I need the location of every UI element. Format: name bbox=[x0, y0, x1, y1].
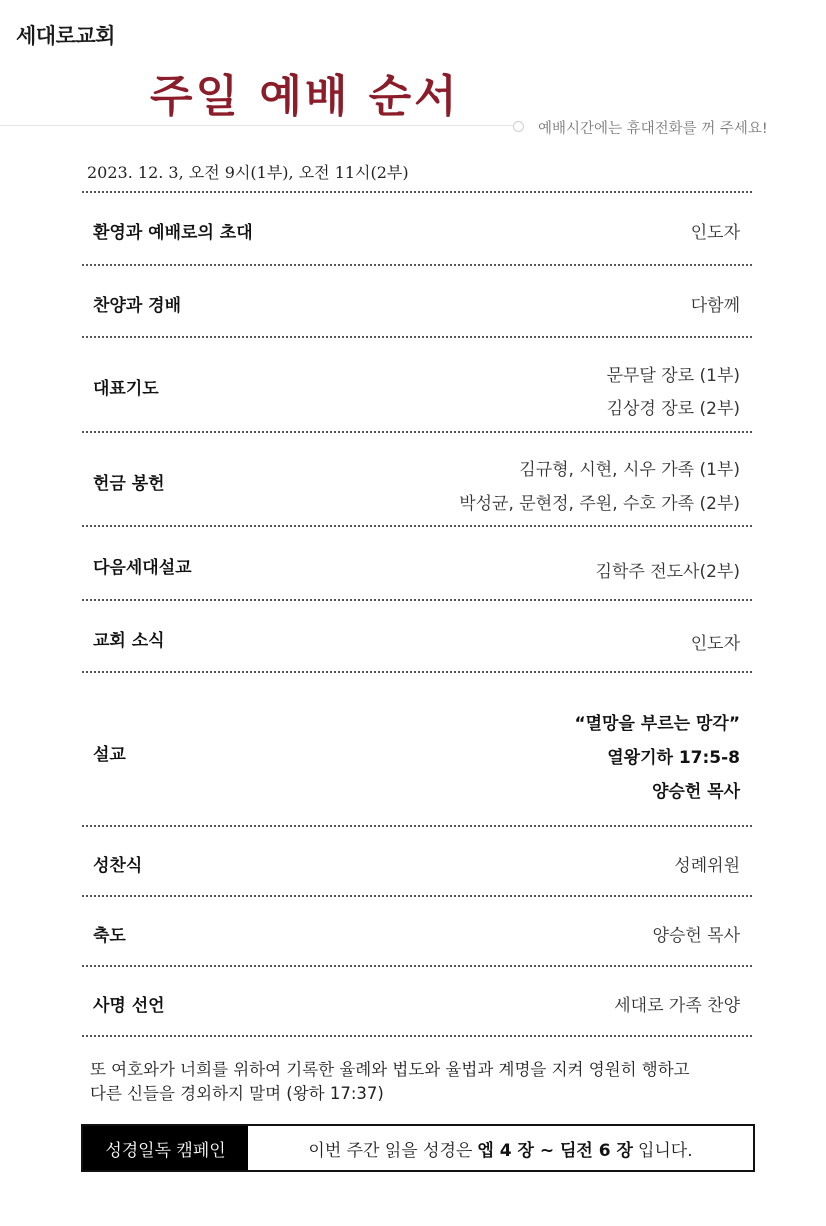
campaign-highlight: 엡 4 장 ~ 딤전 6 장 bbox=[477, 1140, 633, 1161]
header-divider bbox=[0, 125, 515, 126]
dotted-divider bbox=[82, 1035, 752, 1037]
sermon-scripture: 열왕기하 17:5-8 bbox=[607, 748, 740, 768]
order-value-benediction: 양승헌 목사 bbox=[652, 926, 740, 946]
scripture-verse bbox=[90, 1058, 760, 1106]
sermon-title: “멸망을 부르는 망각” bbox=[574, 714, 740, 734]
dotted-divider bbox=[82, 599, 752, 601]
order-value-offering-1: 김규형, 시현, 시우 가족 (1부) bbox=[519, 460, 740, 480]
dotted-divider bbox=[82, 965, 752, 967]
dotted-divider bbox=[82, 825, 752, 827]
dotted-divider bbox=[82, 431, 752, 433]
order-label-welcome: 환영과 예배로의 초대 bbox=[93, 223, 253, 243]
order-label-prayer: 대표기도 bbox=[93, 379, 159, 399]
order-label-next-gen-sermon: 다음세대설교 bbox=[93, 558, 192, 578]
campaign-text-after: 입니다. bbox=[637, 1140, 693, 1161]
campaign-message bbox=[248, 1126, 753, 1170]
order-label-praise: 찬양과 경배 bbox=[93, 296, 182, 316]
dotted-divider bbox=[82, 671, 752, 673]
campaign-label: 성경일독 캠페인 bbox=[83, 1126, 248, 1170]
verse-line-1: 또 여호와가 너희를 위하여 기록한 율례와 법도와 율법과 계명을 지켜 영원히 행하고 bbox=[90, 1060, 690, 1079]
order-value-praise: 다함께 bbox=[690, 296, 740, 316]
church-name: 세대로교회 bbox=[16, 24, 115, 48]
dotted-divider bbox=[82, 895, 752, 897]
order-label-communion: 성찬식 bbox=[93, 856, 143, 876]
order-value-mission: 세대로 가족 찬양 bbox=[614, 996, 740, 1016]
order-label-news: 교회 소식 bbox=[93, 631, 165, 651]
order-label-mission: 사명 선언 bbox=[93, 996, 165, 1016]
bible-reading-campaign bbox=[81, 1124, 755, 1172]
order-value-prayer-2: 김상경 장로 (2부) bbox=[606, 399, 740, 419]
verse-line-2: 다른 신들을 경외하지 말며 (왕하 17:37) bbox=[90, 1084, 384, 1103]
order-value-news: 인도자 bbox=[690, 634, 740, 654]
campaign-text-before: 이번 주간 읽을 성경은 bbox=[308, 1140, 473, 1161]
order-value-next-gen-sermon: 김학주 전도사(2부) bbox=[595, 562, 740, 582]
order-label-sermon: 설교 bbox=[93, 745, 126, 765]
order-value-welcome: 인도자 bbox=[690, 223, 740, 243]
phone-notice-marker-icon bbox=[513, 121, 524, 132]
order-value-prayer-1: 문무달 장로 (1부) bbox=[606, 366, 740, 386]
order-value-communion: 성례위원 bbox=[674, 856, 740, 876]
dotted-divider bbox=[82, 336, 752, 338]
service-date: 2023. 12. 3, 오전 9시(1부), 오전 11시(2부) bbox=[87, 163, 409, 182]
dotted-divider bbox=[82, 191, 752, 193]
dotted-divider bbox=[82, 525, 752, 527]
sermon-preacher: 양승헌 목사 bbox=[651, 782, 740, 802]
phone-notice: 예배시간에는 휴대전화를 꺼 주세요! bbox=[538, 121, 768, 137]
dotted-divider bbox=[82, 264, 752, 266]
order-label-benediction: 축도 bbox=[93, 926, 126, 946]
order-value-offering-2: 박성균, 문현정, 주원, 수호 가족 (2부) bbox=[459, 494, 740, 514]
page-title: 주일 예배 순서 bbox=[150, 71, 460, 122]
order-label-offering: 헌금 봉헌 bbox=[93, 474, 165, 494]
